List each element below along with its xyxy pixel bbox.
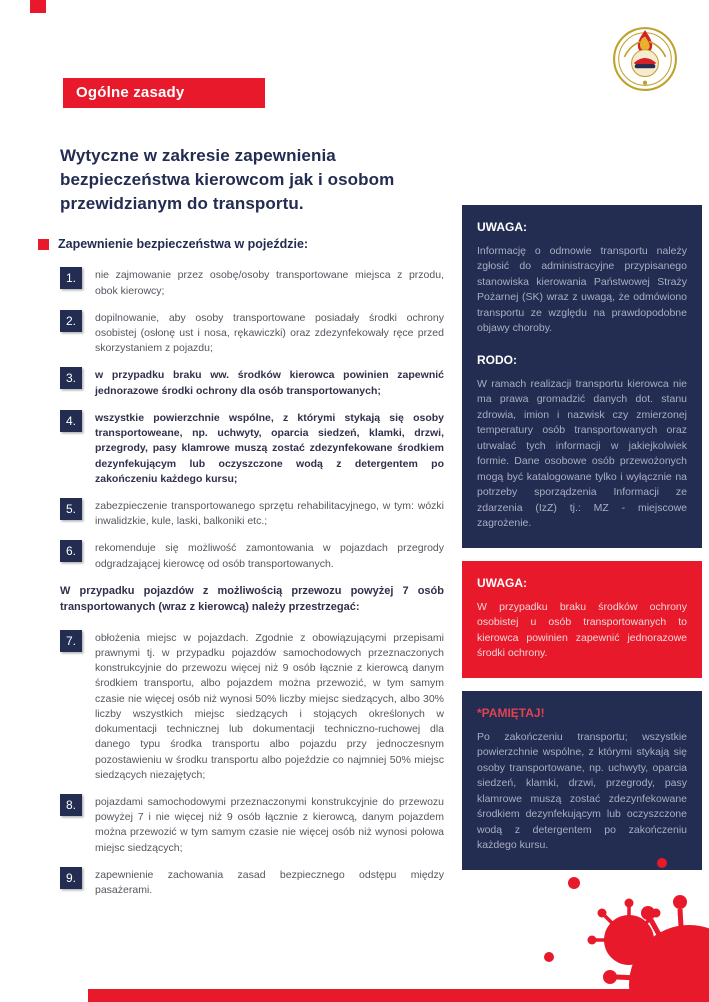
item-number-badge: 1. [60, 267, 82, 289]
uwaga-red-box [462, 561, 702, 678]
item-number-badge: 5. [60, 498, 82, 520]
section-heading [38, 237, 446, 251]
item-number-badge: 9. [60, 867, 82, 889]
item-text: obłożenia miejsc w pojazdach. Zgodnie z obowiązującymi przepisami prawnymi tj. w przypadku pojazdów samochodowych przeznaczonych konstrukcyjnie do przewozu więcej niż 9 osób łącznie z kierowcą danym środkiem transportu, albo pojazdem można przewozić, w tym samym czasie nie więcej osób niż wynosi 50% liczby miejsc siedzących, albo 30% liczby wszystkich miejsc siedzących i stojących określonych w dokumentacji technicznej lub dokumentacji techniczno-ruchowej dla danego typu środka transportu albo pojazdu przy jednoczesnym pozostawieniu w środku transportu albo pojeździe co najmniej 50% miejsc siedzących niezajętych; [95, 631, 444, 781]
right-sidebar [462, 205, 702, 883]
item-text: zapewnienie zachowania zasad bezpiecznego odstępu między pasażerami. [95, 868, 444, 897]
list-item-5 [60, 498, 444, 529]
pamietaj-text: Po zakończeniu transportu; wszystkie powierzchnie wspólne, z którymi stykają się osoby transportowane, np. uchwyty, oparcia siedzeń, klamki, drzwi, przegrody, pasy klamrowe muszą zostać zdezynfekowane środkiem dezynfekującym lub oczyszczone wodą z detergentem po zakończeniu każdego kursu. [477, 730, 687, 852]
page-title: Wytyczne w zakresie zapewnienia bezpieczeństwa kierowcom jak i osobom przewidzianym do transportu. [60, 146, 395, 213]
item-number-badge: 4. [60, 410, 82, 432]
item-number-badge: 6. [60, 540, 82, 562]
list-item-6 [60, 540, 444, 571]
list-item-7 [60, 630, 444, 783]
item-number-badge: 3. [60, 367, 82, 389]
item-text: pojazdami samochodowymi przeznaczonymi konstrukcyjnie do przewozu powyżej 7 i nie więcej niż 9 osób łącznie z kierowcą, danym pojazdem można przewozić w tym samym czasie nie więcej osób niż wynosi połowa miejsc siedzących; [95, 795, 444, 854]
list-item-1 [60, 267, 444, 298]
item-text: zabezpieczenie transportowanego sprzętu rehabilitacyjnego, w tym: wózki inwalidzkie, kule, laski, balkoniki etc.; [95, 500, 444, 528]
item-text: w przypadku braku ww. środków kierowca powinien zapewnić jednorazowe środki ochrony dla osób transportowanych; [95, 369, 444, 397]
uwaga-rodo-box [462, 205, 702, 548]
item-text: dopilnowanie, aby osoby transportowane posiadały środki ochrony osobistej (osłonę ust i nosa, rękawiczki) oraz zdezynfekowały ręce przed skorzystaniem z pojazdu; [95, 311, 444, 355]
banner-ogolne-zasady: Ogólne zasady [63, 78, 265, 108]
coronavirus-decoration-icon [494, 825, 709, 1000]
list-item-4 [60, 410, 444, 487]
fire-service-logo-icon [611, 24, 679, 92]
list-item-8 [60, 794, 444, 856]
item-number-badge: 8. [60, 794, 82, 816]
item-number-badge: 2. [60, 310, 82, 332]
rodo-text: W ramach realizacji transportu kierowca nie ma prawa gromadzić danych dot. stanu zdrowia, imion i nazwisk czy zmierzonej temperatury osób transportowanych oraz utrwalać tych informacji w jakiejkolwiek formie. Dane osobowe osób przewożonych mogą być katalogowane tylko i wyłącznie na potrzeby sporządzenia Informacji ze zdarzenia (IzZ) tj.: MZ - miejscowe zagrożenie. [477, 377, 687, 530]
uwaga-text: Informację o odmowie transportu należy zgłosić do administracyjne przypisanego stanowiska kierowania Państwowej Straży Pożarnej (SK) wraz z uwagą, że odmówiono transportu ze względu na prawdopodobne objawy choroby. [477, 244, 687, 335]
uwaga-title: UWAGA: [477, 220, 527, 234]
footer-red-bar [88, 989, 709, 1002]
list-item-2 [60, 310, 444, 357]
main-column [38, 78, 446, 909]
list-item-9 [60, 867, 444, 898]
subsection-heading: W przypadku pojazdów z możliwością przewozu powyżej 7 osób transportowanych (wraz z kierowcą) należy przestrzegać: [60, 584, 444, 613]
item-number-badge: 7. [60, 630, 82, 652]
corner-accent-square [30, 0, 46, 13]
list-item-3 [60, 367, 444, 398]
red-square-bullet-icon [38, 239, 49, 250]
item-text: nie zajmowanie przez osobę/osoby transportowane miejsca z przodu, obok kierowcy; [95, 269, 444, 297]
uwaga2-text: W przypadku braku środków ochrony osobistej u osób transportowanych to kierowca powinien zapewnić jednorazowe środki ochrony. [477, 600, 687, 660]
numbered-list [60, 267, 444, 898]
pamietaj-title: *PAMIĘTAJ! [477, 705, 545, 720]
uwaga2-title: UWAGA: [477, 576, 527, 590]
item-text: wszystkie powierzchnie wspólne, z którymi stykają się osoby transportoweane, np. uchwyty, oparcia siedzeń, klamki, drzwi, przegrody, pasy klamrowe muszą zostać zdezynfekowane środkiem dezynfekującym lub oczyszczone wodą z detergentem po zakończeniu każdego kursu; [95, 411, 444, 485]
section-heading-text: Zapewnienie bezpieczeństwa w pojeździe: [58, 237, 309, 252]
rodo-title: RODO: [477, 352, 517, 367]
item-text: rekomenduje się możliwość zamontowania w pojazdach przegrody odgradzającej kierowcę od osób transportowanych. [95, 542, 444, 570]
